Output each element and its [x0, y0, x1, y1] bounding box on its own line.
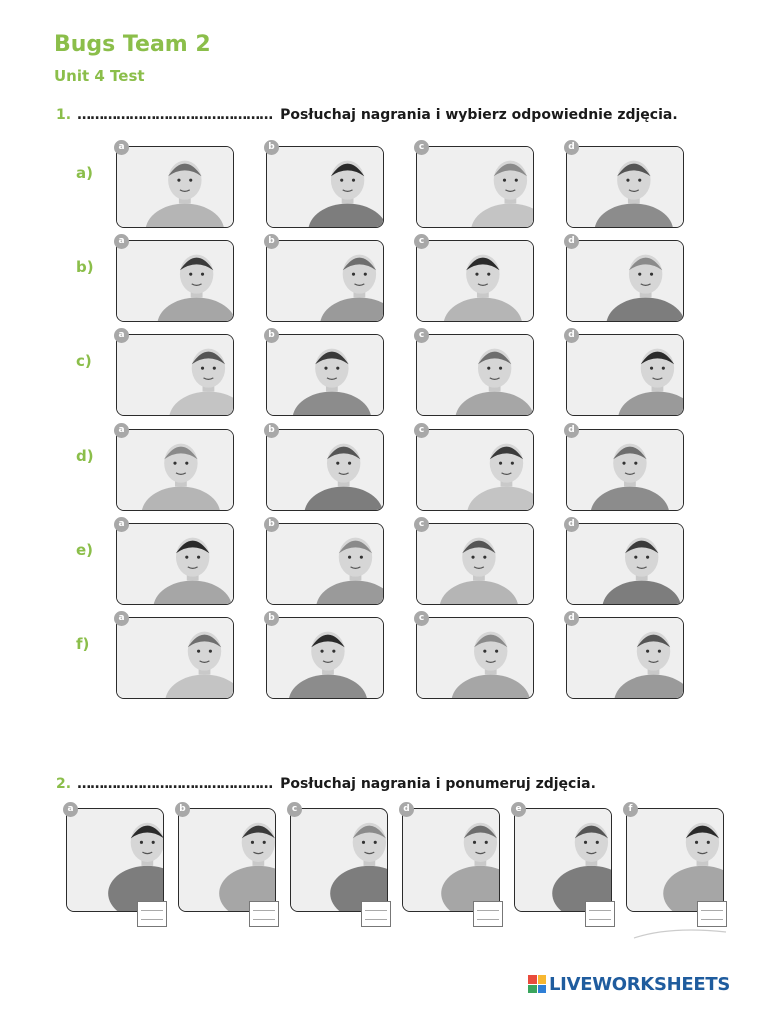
liveworksheets-logo-icon — [528, 975, 546, 993]
option-letter-badge: c — [414, 517, 429, 532]
photo-option-1-d[interactable] — [566, 240, 684, 322]
exercise-1-dots: ……………………………………… — [77, 107, 273, 123]
liveworksheets-logo-text: LIVEWORKSHEETS — [549, 973, 731, 995]
child-photo — [117, 241, 233, 321]
photo-option-0-c[interactable] — [416, 146, 534, 228]
child-photo — [117, 524, 233, 604]
row-label-3: d) — [76, 447, 94, 465]
row-label-2: c) — [76, 352, 92, 370]
option-letter-badge: a — [114, 517, 129, 532]
child-photo — [267, 524, 383, 604]
answer-line — [253, 910, 275, 911]
person-photo — [291, 809, 387, 911]
exercise-1-instruction — [56, 107, 678, 123]
photo-letter-badge: e — [511, 802, 526, 817]
photo-option-2-c[interactable] — [416, 334, 534, 416]
photo-letter-badge: f — [623, 802, 638, 817]
person-photo — [515, 809, 611, 911]
photo-option-1-c[interactable] — [416, 240, 534, 322]
answer-line — [141, 910, 163, 911]
worksheet-subtitle: Unit 4 Test — [54, 67, 145, 85]
numbering-photo-c — [290, 808, 388, 912]
exercise-2-number: 2. — [56, 776, 72, 792]
photo-option-3-b[interactable] — [266, 429, 384, 511]
option-letter-badge: b — [264, 234, 279, 249]
child-photo — [417, 524, 533, 604]
person-photo — [403, 809, 499, 911]
child-photo — [567, 147, 683, 227]
child-photo — [567, 430, 683, 510]
option-letter-badge: a — [114, 423, 129, 438]
child-photo — [417, 335, 533, 415]
photo-letter-badge: c — [287, 802, 302, 817]
option-letter-badge: d — [564, 140, 579, 155]
child-photo — [417, 241, 533, 321]
photo-option-2-b[interactable] — [266, 334, 384, 416]
person-photo — [627, 809, 723, 911]
photo-option-1-b[interactable] — [266, 240, 384, 322]
child-photo — [567, 618, 683, 698]
child-photo — [267, 147, 383, 227]
photo-option-3-a[interactable] — [116, 429, 234, 511]
numbering-photo-a — [66, 808, 164, 912]
option-letter-badge: d — [564, 611, 579, 626]
exercise-1-text: Posłuchaj nagrania i wybierz odpowiednie zdjęcia. — [280, 107, 678, 123]
decorative-curve — [630, 922, 730, 942]
photo-letter-badge: d — [399, 802, 414, 817]
option-letter-badge: d — [564, 328, 579, 343]
row-label-0: a) — [76, 164, 93, 182]
child-photo — [567, 335, 683, 415]
photo-option-4-a[interactable] — [116, 523, 234, 605]
photo-option-4-d[interactable] — [566, 523, 684, 605]
row-label-5: f) — [76, 635, 90, 653]
exercise-2-text: Posłuchaj nagrania i ponumeruj zdjęcia. — [280, 776, 596, 792]
row-label-1: b) — [76, 258, 94, 276]
option-letter-badge: c — [414, 423, 429, 438]
answer-line — [253, 919, 275, 920]
photo-option-5-d[interactable] — [566, 617, 684, 699]
answer-line — [589, 919, 611, 920]
answer-number-box[interactable] — [137, 901, 167, 927]
child-photo — [417, 147, 533, 227]
photo-option-3-d[interactable] — [566, 429, 684, 511]
photo-option-5-b[interactable] — [266, 617, 384, 699]
child-photo — [267, 430, 383, 510]
photo-option-0-a[interactable] — [116, 146, 234, 228]
numbering-photo-b — [178, 808, 276, 912]
answer-number-box[interactable] — [585, 901, 615, 927]
child-photo — [267, 241, 383, 321]
option-letter-badge: d — [564, 517, 579, 532]
numbering-photo-d — [402, 808, 500, 912]
logo-tile — [538, 985, 547, 994]
option-letter-badge: c — [414, 611, 429, 626]
exercise-1-number: 1. — [56, 107, 72, 123]
child-photo — [117, 618, 233, 698]
option-letter-badge: b — [264, 328, 279, 343]
child-photo — [567, 241, 683, 321]
answer-line — [141, 919, 163, 920]
photo-letter-badge: a — [63, 802, 78, 817]
option-letter-badge: b — [264, 611, 279, 626]
child-photo — [117, 430, 233, 510]
answer-line — [365, 910, 387, 911]
numbering-photo-f — [626, 808, 724, 912]
row-label-4: e) — [76, 541, 94, 559]
option-letter-badge: c — [414, 140, 429, 155]
child-photo — [417, 618, 533, 698]
option-letter-badge: c — [414, 234, 429, 249]
option-letter-badge: a — [114, 234, 129, 249]
person-photo — [67, 809, 163, 911]
worksheet-title: Bugs Team 2 — [54, 32, 211, 57]
option-letter-badge: b — [264, 517, 279, 532]
answer-number-box[interactable] — [249, 901, 279, 927]
photo-option-0-d[interactable] — [566, 146, 684, 228]
answer-number-box[interactable] — [473, 901, 503, 927]
answer-line — [365, 919, 387, 920]
child-photo — [417, 430, 533, 510]
option-letter-badge: a — [114, 140, 129, 155]
photo-option-0-b[interactable] — [266, 146, 384, 228]
option-letter-badge: d — [564, 423, 579, 438]
option-letter-badge: a — [114, 328, 129, 343]
photo-option-3-c[interactable] — [416, 429, 534, 511]
answer-line — [477, 910, 499, 911]
logo-tile — [538, 975, 547, 984]
option-letter-badge: d — [564, 234, 579, 249]
child-photo — [267, 335, 383, 415]
child-photo — [117, 147, 233, 227]
liveworksheets-logo — [528, 972, 730, 996]
answer-line — [589, 910, 611, 911]
exercise-2-instruction — [56, 776, 596, 792]
photo-option-2-a[interactable] — [116, 334, 234, 416]
photo-option-4-b[interactable] — [266, 523, 384, 605]
answer-number-box[interactable] — [361, 901, 391, 927]
person-photo — [179, 809, 275, 911]
option-letter-badge: a — [114, 611, 129, 626]
child-photo — [117, 335, 233, 415]
answer-line — [477, 919, 499, 920]
logo-tile — [528, 975, 537, 984]
option-letter-badge: c — [414, 328, 429, 343]
numbering-photo-e — [514, 808, 612, 912]
option-letter-badge: b — [264, 140, 279, 155]
exercise-2-dots: ……………………………………… — [77, 776, 273, 792]
child-photo — [567, 524, 683, 604]
option-letter-badge: b — [264, 423, 279, 438]
child-photo — [267, 618, 383, 698]
photo-letter-badge: b — [175, 802, 190, 817]
photo-option-2-d[interactable] — [566, 334, 684, 416]
photo-option-4-c[interactable] — [416, 523, 534, 605]
answer-line — [701, 919, 723, 920]
photo-option-1-a[interactable] — [116, 240, 234, 322]
photo-option-5-a[interactable] — [116, 617, 234, 699]
answer-line — [701, 910, 723, 911]
photo-option-5-c[interactable] — [416, 617, 534, 699]
logo-tile — [528, 985, 537, 994]
